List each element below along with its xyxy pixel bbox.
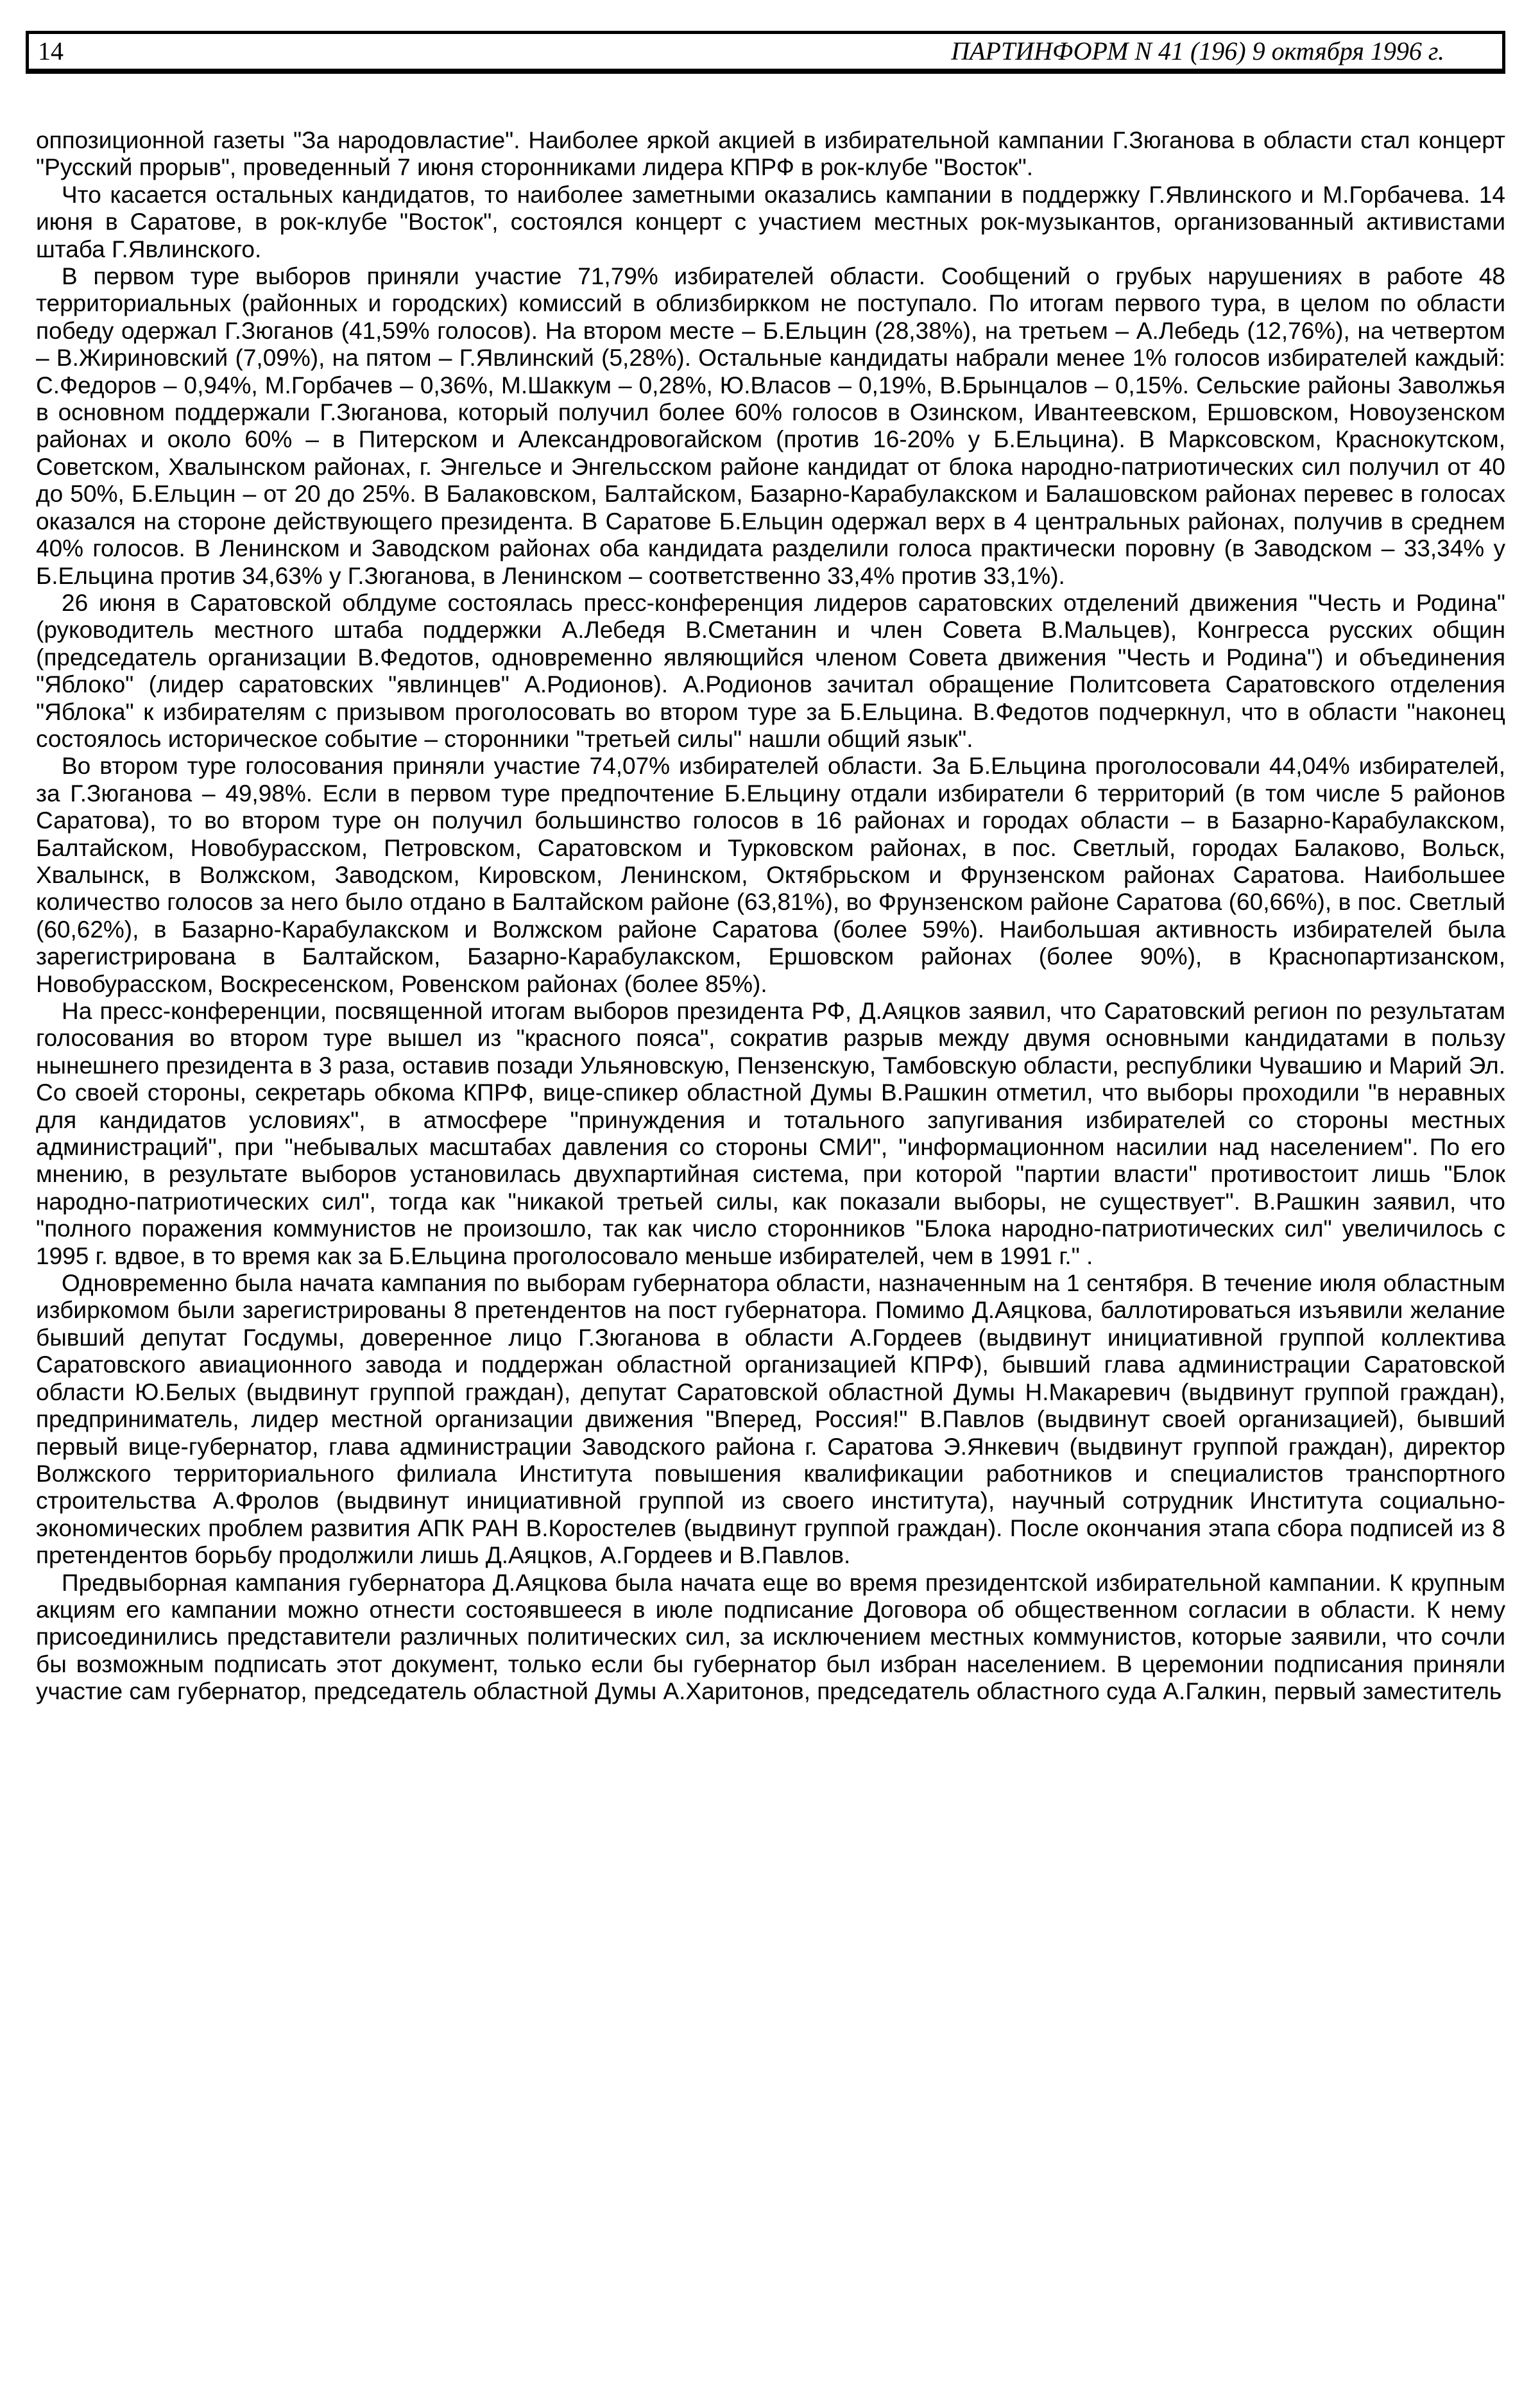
paragraph: На пресс-конференции, посвященной итогам выборов президента РФ, Д.Аяцков заявил, что Саратовский регион по результатам голосования во втором туре вышел из "красного пояса", сократив разрыв между двумя основными кандидатами в пользу нынешнего президента в 3 раза, оставив позади Ульяновскую, Пензенскую, Тамбовскую области, республики Чувашию и Марий Эл. Со своей стороны, секретарь обкома КПРФ, вице-спикер областной Думы В.Рашкин отметил, что выборы проходили "в неравных для кандидатов условиях", в атмосфере "принуждения и тотального запугивания избирателей со стороны местных администраций", при "небывалых масштабах давления со стороны СМИ", "информационном насилии над населением". По его мнению, в результате выборов установилась двухпартийная система, при которой "партии власти" противостоит лишь "Блок народно-патриотических сил", тогда как "никакой третьей силы, как показали выборы, не существует". В.Рашкин заявил, что "полного поражения коммунистов не произошло, так как число сторонников "Блока народно-патриотических сил" увеличилось с 1995 г. вдвое, в то время как за Б.Ельцина проголосовало меньше избирателей, чем в 1991 г." . [36, 998, 1505, 1269]
publication-title: ПАРТИНФОРМ N 41 (196) 9 октября 1996 г. [951, 37, 1444, 65]
paragraph: Предвыборная кампания губернатора Д.Аяцкова была начата еще во время президентской избирательной кампании. К крупным акциям его кампании можно отнести состоявшееся в июле подписание Договора об общественном согласии в области. К нему присоединились представители различных политических сил, за исключением местных коммунистов, которые заявили, что сочли бы возможным подписать этот документ, только если бы губернатор был избран населением. В церемонии подписания приняли участие сам губернатор, председатель областной Думы А.Харитонов, председатель областного суда А.Галкин, первый заместитель [36, 1569, 1505, 1705]
paragraph: Во втором туре голосования приняли участие 74,07% избирателей области. За Б.Ельцина проголосовали 44,04% избирателей, за Г.Зюганова – 49,98%. Если в первом туре предпочтение Б.Ельцину отдали избиратели 6 территорий (в том числе 5 районов Саратова), то во втором туре он получил большинство голосов в 16 районах и городах области – в Базарно-Карабулакском, Балтайском, Новобурасском, Петровском, Саратовском и Турковском районах, в пос. Светлый, городах Балаково, Вольск, Хвалынск, в Волжском, Заводском, Кировском, Ленинском, Октябрьском и Фрунзенском районах Саратова. Наибольшее количество голосов за него было отдано в Балтайском районе (63,81%), во Фрунзенском районе Саратова (60,66%), в пос. Светлый (60,62%), в Базарно-Карабулакском и Волжском районе Саратова (более 59%). Наибольшая активность избирателей была зарегистрирована в Балтайском, Базарно-Карабулакском, Ершовском районах (более 90%), в Краснопартизанском, Новобурасском, Воскресенском, Ровенском районах (более 85%). [36, 753, 1505, 997]
article-body [36, 127, 1505, 1706]
paragraph: оппозиционной газеты "За народовластие". Наиболее яркой акцией в избирательной кампании Г.Зюганова в области стал концерт "Русский прорыв", проведенный 7 июня сторонниками лидера КПРФ в рок-клубе "Восток". [36, 127, 1505, 181]
page-header [26, 31, 1505, 74]
paragraph: 26 июня в Саратовской облдуме состоялась пресс-конференция лидеров саратовских отделений движения "Честь и Родина" (руководитель местного штаба поддержки А.Лебедя В.Сметанин и член Совета В.Мальцев), Конгресса русских общин (председатель организации В.Федотов, одновременно являющийся членом Совета движения "Честь и Родина") и объединения "Яблоко" (лидер саратовских "явлинцев" А.Родионов). А.Родионов зачитал обращение Политсовета Саратовского отделения "Яблока" к избирателям с призывом проголосовать во втором туре за Б.Ельцина. В.Федотов подчеркнул, что в области "наконец состоялось историческое событие – сторонники "третьей силы" нашли общий язык". [36, 589, 1505, 752]
paragraph: Что касается остальных кандидатов, то наиболее заметными оказались кампании в поддержку Г.Явлинского и М.Горбачева. 14 июня в Саратове, в рок-клубе "Восток", состоялся концерт с участием местных рок-музыкантов, организованный активистами штаба Г.Явлинского. [36, 181, 1505, 262]
page-number: 14 [38, 37, 64, 65]
paragraph: Одновременно была начата кампания по выборам губернатора области, назначенным на 1 сентября. В течение июля областным избиркомом были зарегистрированы 8 претендентов на пост губернатора. Помимо Д.Аяцкова, баллотироваться изъявили желание бывший депутат Госдумы, доверенное лицо Г.Зюганова в области А.Гордеев (выдвинут инициативной группой коллектива Саратовского авиационного завода и поддержан областной организацией КПРФ), бывший глава администрации Саратовской области Ю.Белых (выдвинут группой граждан), депутат Саратовской областной Думы Н.Макаревич (выдвинут группой граждан), предприниматель, лидер местной организации движения "Вперед, Россия!" В.Павлов (выдвинут своей организацией), бывший первый вице-губернатор, глава администрации Заводского района г. Саратова Э.Янкевич (выдвинут группой граждан), директор Волжского территориального филиала Института повышения квалификации работников и специалистов транспортного строительства А.Фролов (выдвинут инициативной группой из своего института), научный сотрудник Института социально-экономических проблем развития АПК РАН В.Коростелев (выдвинут группой граждан). После окончания этапа сбора подписей из 8 претендентов борьбу продолжили лишь Д.Аяцков, А.Гордеев и В.Павлов. [36, 1270, 1505, 1569]
paragraph: В первом туре выборов приняли участие 71,79% избирателей области. Сообщений о грубых нарушениях в работе 48 территориальных (районных и городских) комиссий в облизбиркком не поступало. По итогам первого тура, в целом по области победу одержал Г.Зюганов (41,59% голосов). На втором месте – Б.Ельцин (28,38%), на третьем – А.Лебедь (12,76%), на четвертом – В.Жириновский (7,09%), на пятом – Г.Явлинский (5,28%). Остальные кандидаты набрали менее 1% голосов избирателей каждый: С.Федоров – 0,94%, М.Горбачев – 0,36%, М.Шаккум – 0,28%, Ю.Власов – 0,19%, В.Брынцалов – 0,15%. Сельские районы Заволжья в основном поддержали Г.Зюганова, который получил более 60% голосов в Озинском, Ивантеевском, Ершовском, Новоузенском районах и около 60% – в Питерском и Александровогайском (против 16-20% у Б.Ельцина). В Марксовском, Краснокутском, Советском, Хвалынском районах, г. Энгельсе и Энгельсском районе кандидат от блока народно-патриотических сил получил от 40 до 50%, Б.Ельцин – от 20 до 25%. В Балаковском, Балтайском, Базарно-Карабулакском и Балашовском районах перевес в голосах оказался на стороне действующего президента. В Саратове Б.Ельцин одержал верх в 4 центральных районах, получив в среднем 40% голосов. В Ленинском и Заводском районах оба кандидата разделили голоса практически поровну (в Заводском – 33,34% у Б.Ельцина против 34,63% у Г.Зюганова, в Ленинском – соответственно 33,4% против 33,1%). [36, 263, 1505, 589]
